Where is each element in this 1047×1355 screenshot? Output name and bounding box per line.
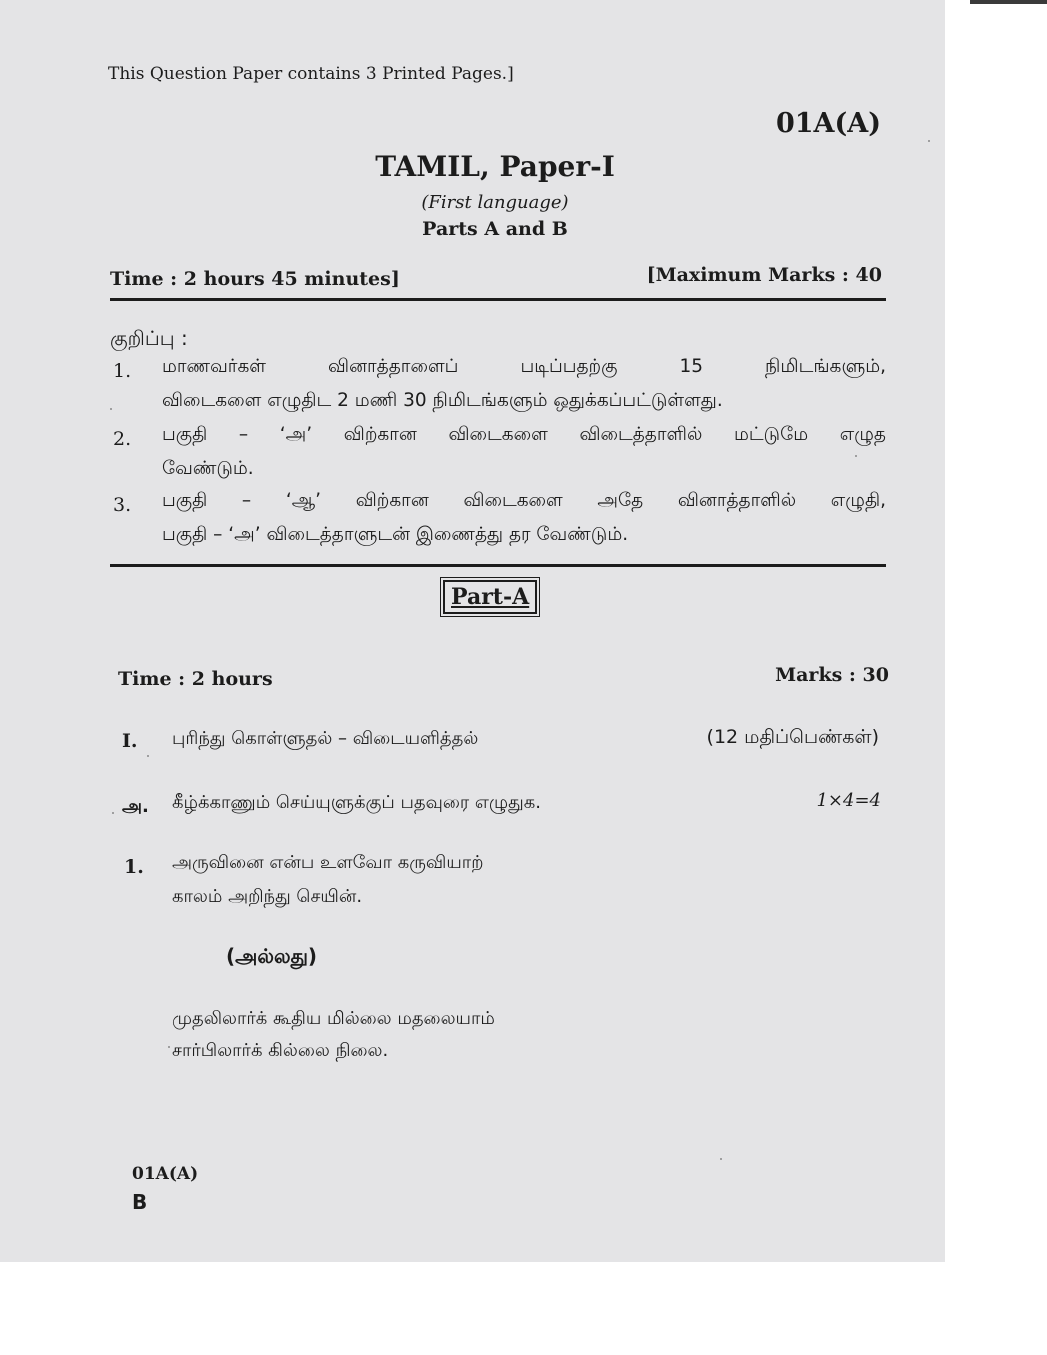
note-number: 1. [113,360,132,382]
scan-speck [168,1046,170,1048]
section-number: I. [122,730,138,752]
verse-line: காலம் அறிந்து செயின். [172,886,363,907]
verse-line: முதலிலார்க் கூதிய மில்லை மதலையாம் [172,1008,495,1029]
verse-line: சார்பிலார்க் கில்லை நிலை. [172,1040,389,1061]
note-number: 2. [113,428,132,450]
question-label: அ. [122,796,149,817]
part-a-heading: Part-A [443,580,537,614]
paper-subtitle: (First language) [421,192,569,213]
section-marks: (12 மதிப்பெண்கள்) [706,726,879,748]
scan-speck [110,408,112,410]
note-text-line: பகுதி – ‘ஆ’ விற்கான விடைகளை அதே வினாத்தாளில் எழுதி, [162,490,886,511]
footer-paper-code: 01A(A) [132,1164,199,1184]
notes-divider [110,564,886,567]
verse-line: அருவினை என்ப உளவோ கருவியாற் [172,852,484,873]
item-number: 1. [124,856,144,878]
paper-parts: Parts A and B [422,218,568,240]
scan-speck [928,140,930,142]
question-score: 1×4=4 [816,790,881,811]
paper-code: 01A(A) [775,108,881,139]
scan-speck [720,1158,722,1160]
pages-note: This Question Paper contains 3 Printed Pages.] [108,64,514,84]
scan-speck [112,812,114,814]
note-text-line: மாணவர்கள் வினாத்தாளைப் படிப்பதற்கு 15 நிமிடங்களும், [162,356,886,377]
note-number: 3. [113,494,132,516]
question-text: கீழ்க்காணும் செய்யுளுக்குப் பதவுரை எழுதுக. [172,792,541,813]
note-text-line: பகுதி – ‘அ’ விற்கான விடைகளை விடைத்தாளில் மட்டுமே எழுத [162,424,886,445]
notes-heading: குறிப்பு : [110,326,188,350]
note-text-line: விடைகளை எழுதிட 2 மணி 30 நிமிடங்களும் ஒதுக்கப்பட்டுள்ளது. [162,390,723,411]
part-a-time: Time : 2 hours [118,668,273,690]
scan-speck [147,755,149,757]
total-time: Time : 2 hours 45 minutes] [110,268,400,290]
header-divider [110,298,886,301]
section-title: புரிந்து கொள்ளுதல் – விடையளித்தல் [172,728,479,749]
scan-speck [855,455,857,457]
part-a-marks: Marks : 30 [775,664,889,686]
footer-set-letter: B [132,1190,148,1214]
maximum-marks: [Maximum Marks : 40 [646,264,882,286]
scan-edge-mark [970,0,1047,4]
paper-title: TAMIL, Paper-I [375,150,615,183]
or-separator: (அல்லது) [226,944,318,968]
note-text-line: பகுதி – ‘அ’ விடைத்தாளுடன் இணைத்து தர வேண்டும். [162,524,629,545]
note-text-line: வேண்டும். [162,458,254,479]
